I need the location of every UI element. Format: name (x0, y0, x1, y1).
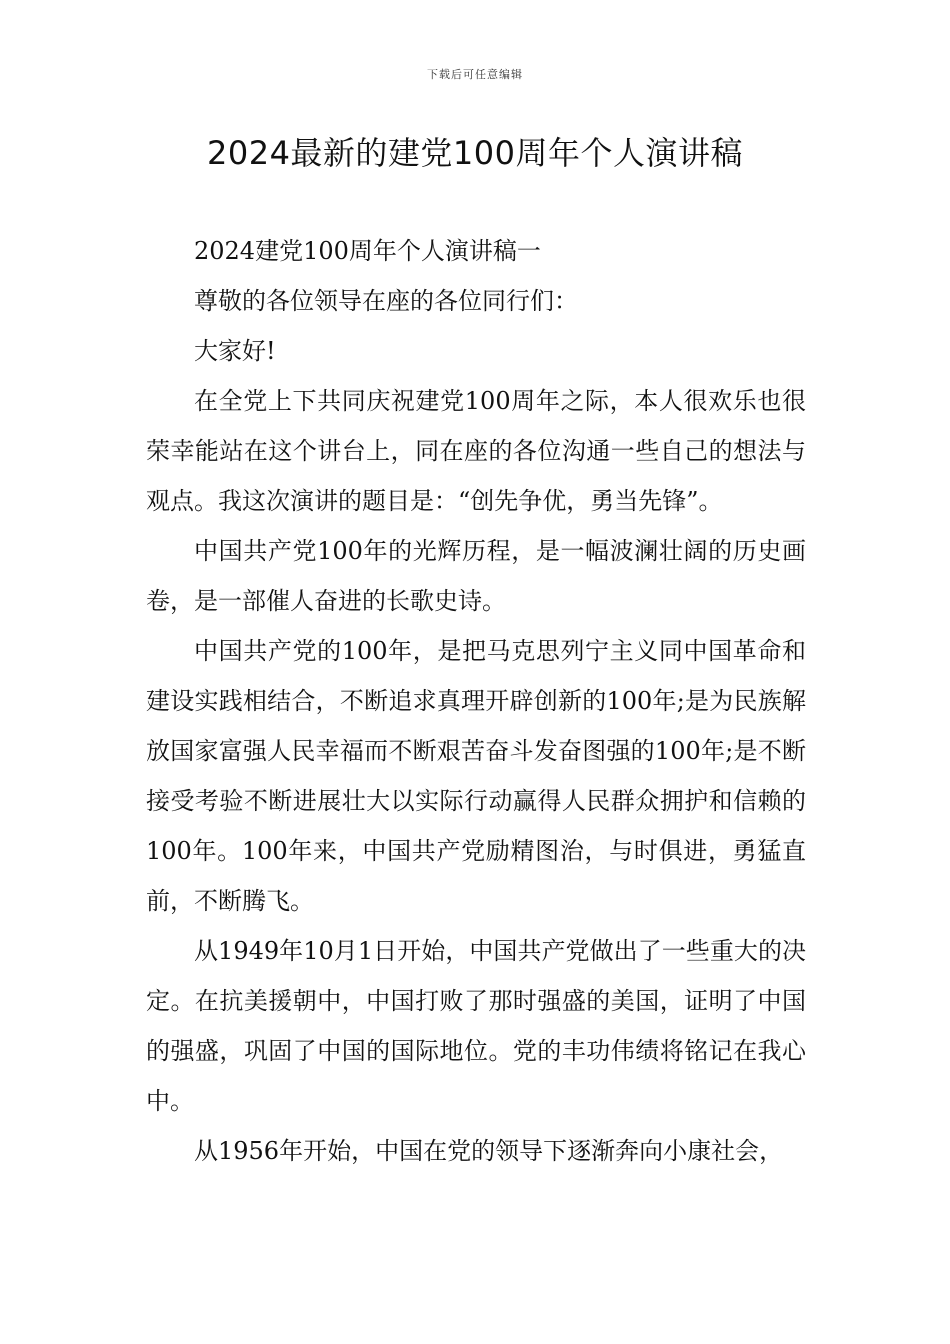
paragraph: 中国共产党100年的光辉历程，是一幅波澜壮阔的历史画卷，是一部催人奋进的长歌史诗。 (146, 537, 806, 615)
paragraph: 从1956年开始，中国在党的领导下逐渐奔向小康社会， (194, 1137, 784, 1165)
paragraph: 从1949年10月1日开始，中国共产党做出了一些重大的决定。在抗美援朝中，中国打败了那时强盛的美国，证明了中国的强盛，巩固了中国的国际地位。党的丰功伟绩将铭记在我心中。 (146, 937, 806, 1115)
document-body (146, 226, 806, 1176)
paragraph-salutation: 尊敬的各位领导在座的各位同行们： (194, 287, 578, 315)
paragraph-heading: 2024建党100周年个人演讲稿一 (194, 237, 541, 265)
paragraph: 在全党上下共同庆祝建党100周年之际，本人很欢乐也很荣幸能站在这个讲台上，同在座的各位沟通一些自己的想法与观点。我这次演讲的题目是：“创先争优，勇当先锋”。 (146, 387, 806, 515)
paragraph-greeting: 大家好! (194, 337, 276, 365)
document-title: 2024最新的建党100周年个人演讲稿 (206, 134, 744, 172)
header-note: 下载后可任意编辑 (427, 68, 523, 81)
paragraph: 中国共产党的100年，是把马克思列宁主义同中国革命和建设实践相结合，不断追求真理开辟创新的100年;是为民族解放国家富强人民幸福而不断艰苦奋斗发奋图强的100年;是不断接受考验不断进展壮大以实际行动赢得人民群众拥护和信赖的100年。100年来，中国共产党励精图治，与时俱进，勇猛直前，不断腾飞。 (146, 637, 806, 915)
